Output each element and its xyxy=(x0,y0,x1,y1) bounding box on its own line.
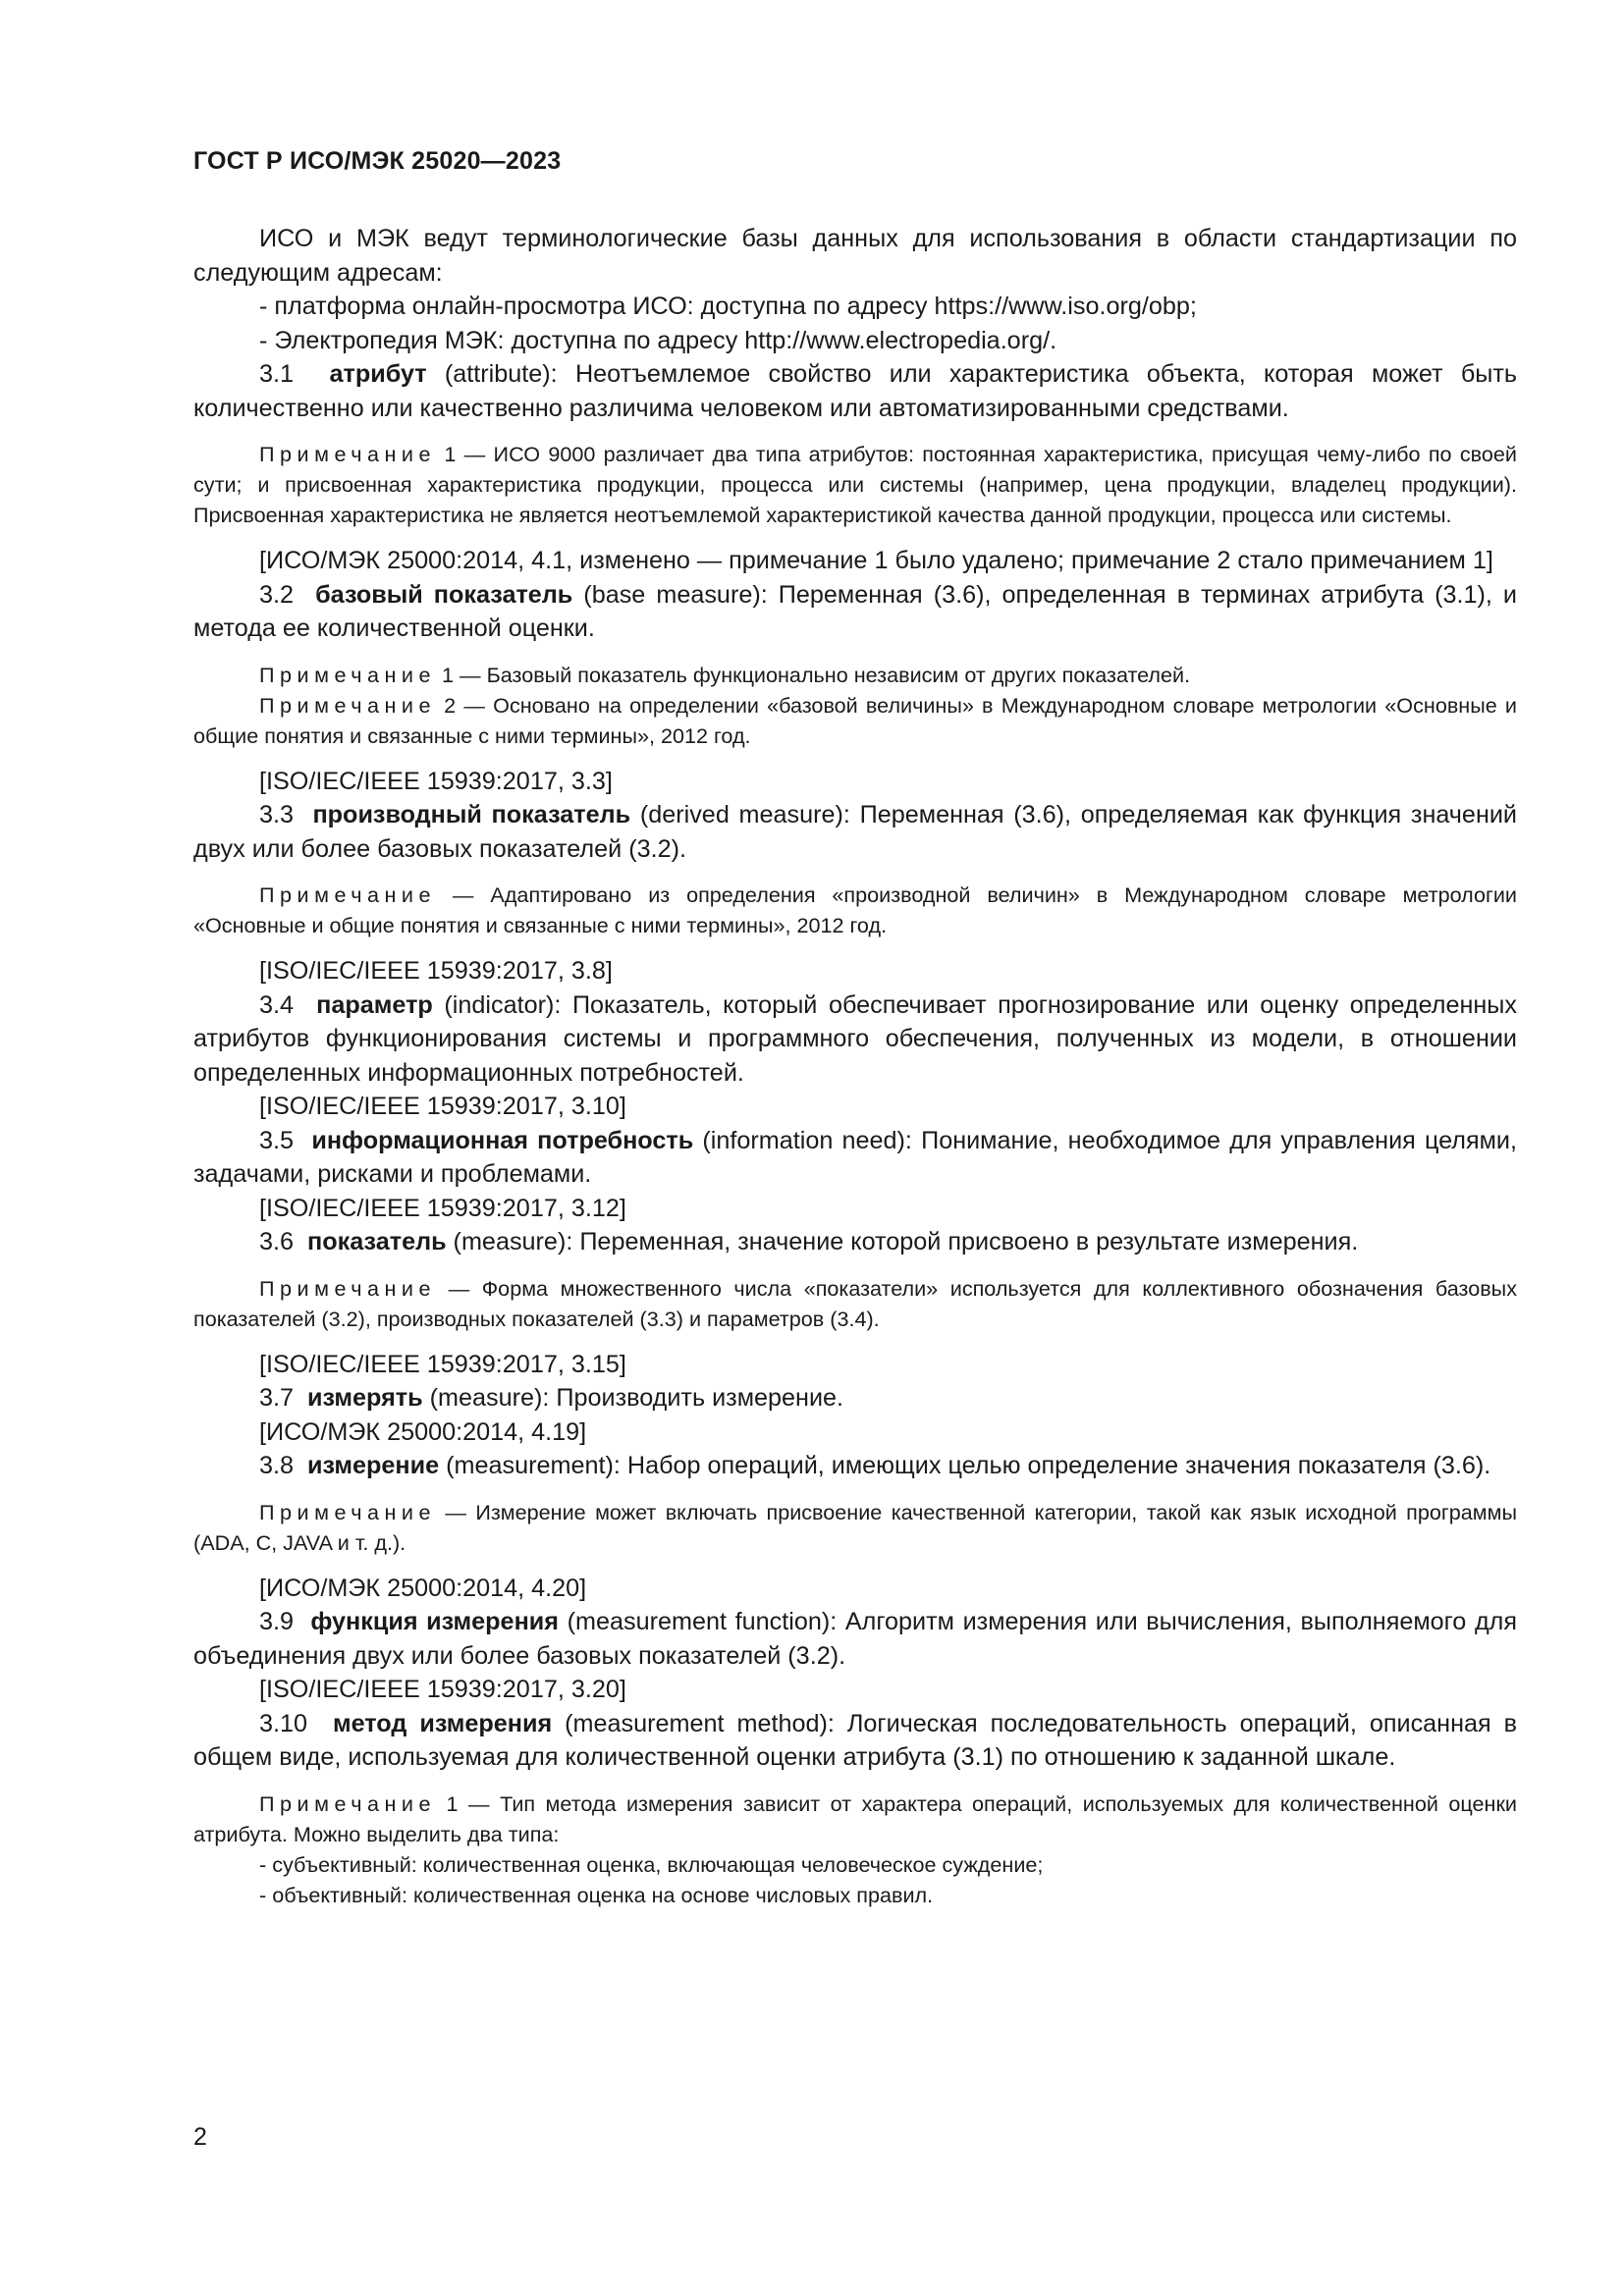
term-number: 3.7 xyxy=(259,1384,295,1412)
intro-paragraph: ИСО и МЭК ведут терминологические базы данных для использования в области стандартизации по следующим адресам: xyxy=(193,225,1517,287)
term-definition: (derived measure): Переменная (3.6), определяемая как функция значений двух или более базовых показателей (3.2). xyxy=(193,801,1517,863)
term-entry-3-9 xyxy=(193,1605,1517,1673)
source-ref-3-5: [ISO/IEC/IEEE 15939:2017, 3.12] xyxy=(259,1194,626,1222)
term-number: 3.9 xyxy=(259,1608,295,1635)
term-name: измерение xyxy=(307,1452,440,1479)
term-number: 3.6 xyxy=(259,1228,295,1255)
term-number: 3.3 xyxy=(259,801,295,828)
term-number: 3.5 xyxy=(259,1126,295,1154)
note-text: 1 — ИСО 9000 различает два типа атрибутов: постоянная характеристика, присущая чему-либо по своей сути; и присвоенная характеристика продукции, процесса или системы (например, цена продукции, владелец продукции). Присвоенная характеристика не является неотъемлемой характеристикой качества данной продукции, процесса или системы. xyxy=(193,442,1517,527)
source-ref-3-8: [ИСО/МЭК 25000:2014, 4.20] xyxy=(259,1574,587,1602)
term-definition: (measurement): Набор операций, имеющих целью определение значения показателя (3.6). xyxy=(439,1452,1491,1479)
term-entry-3-4 xyxy=(193,988,1517,1091)
term-definition: (attribute): Неотъемлемое свойство или характеристика объекта, которая может быть количественно или качественно различима человеком или автоматизированными средствами. xyxy=(193,360,1518,422)
source-ref-3-6: [ISO/IEC/IEEE 15939:2017, 3.15] xyxy=(259,1350,626,1378)
note-3-2-2 xyxy=(193,690,1517,751)
note-label: Примечание xyxy=(259,692,436,718)
note-list-item: - объективный: количественная оценка на основе числовых правил. xyxy=(259,1882,934,1907)
term-name: измерять xyxy=(307,1384,423,1412)
document-header: ГОСТ Р ИСО/МЭК 25020—2023 xyxy=(193,147,562,175)
note-text: — Измерение может включать присвоение качественной категории, такой как язык исходной программы (ADA, C, JAVA и т. д.). xyxy=(193,1499,1517,1555)
note-text: — Адаптировано из определения «производной величин» в Международном словаре метрологии «Основные и общие понятия и связанные с ними термины», 2012 год. xyxy=(193,882,1517,937)
note-label: Примечание xyxy=(259,1275,436,1301)
note-3-10 xyxy=(193,1789,1517,1849)
intro-list-item: - Электропедия МЭК: доступна по адресу http://www.electropedia.org/. xyxy=(259,326,1057,354)
source-ref-3-4: [ISO/IEC/IEEE 15939:2017, 3.10] xyxy=(259,1093,626,1120)
note-label: Примечание xyxy=(259,1790,436,1816)
term-number: 3.2 xyxy=(259,580,295,609)
note-3-2-1 xyxy=(193,660,1517,690)
note-label: Примечание xyxy=(259,442,436,466)
note-label: Примечание xyxy=(259,882,436,907)
term-definition: (base measure): Переменная (3.6), определенная в терминах атрибута (3.1), и метода ее количественной оценки. xyxy=(193,580,1518,642)
term-entry-3-7 xyxy=(193,1381,1517,1415)
term-name: атрибут xyxy=(329,360,427,388)
term-name: информационная потребность xyxy=(311,1126,694,1154)
note-3-6 xyxy=(193,1273,1517,1334)
term-entry-3-10 xyxy=(193,1707,1517,1775)
note-list-item: - субъективный: количественная оценка, включающая человеческое суждение; xyxy=(259,1851,1044,1877)
document-body xyxy=(193,222,1517,1910)
term-definition: (measurement method): Логическая последовательность операций, описанная в общем виде, используемая для количественной оценки атрибута (3.1) по отношению к заданной шкале. xyxy=(193,1709,1517,1771)
source-ref-3-7: [ИСО/МЭК 25000:2014, 4.19] xyxy=(259,1417,587,1446)
term-number: 3.1 xyxy=(259,360,295,388)
note-text: 1 — Базовый показатель функционально независим от других показателей. xyxy=(436,662,1191,687)
term-name: функция измерения xyxy=(310,1608,559,1635)
note-text: — Форма множественного числа «показатели» используется для коллективного обозначения базовых показателей (3.2), производных показателей (3.3) и параметров (3.4). xyxy=(193,1275,1517,1331)
term-entry-3-1 xyxy=(193,357,1517,425)
term-entry-3-3 xyxy=(193,798,1517,866)
note-3-3 xyxy=(193,880,1517,940)
term-entry-3-8 xyxy=(193,1449,1517,1483)
term-definition: (measure): Производить измерение. xyxy=(422,1384,844,1412)
term-entry-3-2 xyxy=(193,578,1517,646)
note-3-8 xyxy=(193,1497,1517,1558)
note-text: 2 — Основано на определении «базовой величины» в Международном словаре метрологии «Основные и общие понятия и связанные с ними термины», 2012 год. xyxy=(193,692,1517,748)
term-definition: (information need): Понимание, необходимое для управления целями, задачами, рисками и проблемами. xyxy=(193,1126,1517,1188)
source-ref-3-3: [ISO/IEC/IEEE 15939:2017, 3.8] xyxy=(259,957,613,985)
source-ref-3-9: [ISO/IEC/IEEE 15939:2017, 3.20] xyxy=(259,1676,626,1703)
page-number: 2 xyxy=(193,2123,207,2151)
term-name: производный показатель xyxy=(312,801,631,828)
note-text: 1 — Тип метода измерения зависит от характера операций, используемых для количественной оценки атрибута. Можно выделить два типа: xyxy=(193,1790,1517,1846)
term-entry-3-5 xyxy=(193,1124,1517,1192)
term-number: 3.8 xyxy=(259,1452,295,1479)
term-entry-3-6 xyxy=(193,1225,1517,1259)
term-definition: (indicator): Показатель, который обеспечивает прогнозирование или оценку определенных атрибутов функционирования системы и программного обеспечения, полученных из модели, в отношении определенных информационных потребностей. xyxy=(193,990,1518,1087)
term-number: 3.10 xyxy=(259,1709,308,1737)
note-label: Примечание xyxy=(259,662,436,687)
term-name: базовый показатель xyxy=(315,580,573,609)
term-name: метод измерения xyxy=(333,1709,553,1737)
term-name: параметр xyxy=(316,990,433,1019)
note-3-1 xyxy=(193,439,1517,530)
term-definition: (measure): Переменная, значение которой присвоено в результате измерения. xyxy=(446,1228,1359,1255)
note-label: Примечание xyxy=(259,1499,436,1524)
term-name: показатель xyxy=(307,1228,447,1255)
term-definition: (measurement function): Алгоритм измерения или вычисления, выполняемого для объединения двух или более базовых показателей (3.2). xyxy=(193,1608,1517,1670)
intro-list-item: - платформа онлайн-просмотра ИСО: доступна по адресу https://www.iso.org/obp; xyxy=(259,293,1197,320)
term-number: 3.4 xyxy=(259,990,295,1019)
source-ref-3-2: [ISO/IEC/IEEE 15939:2017, 3.3] xyxy=(259,767,613,795)
source-ref-3-1: [ИСО/МЭК 25000:2014, 4.1, изменено — примечание 1 было удалено; примечание 2 стало примечанием 1] xyxy=(259,547,1493,574)
